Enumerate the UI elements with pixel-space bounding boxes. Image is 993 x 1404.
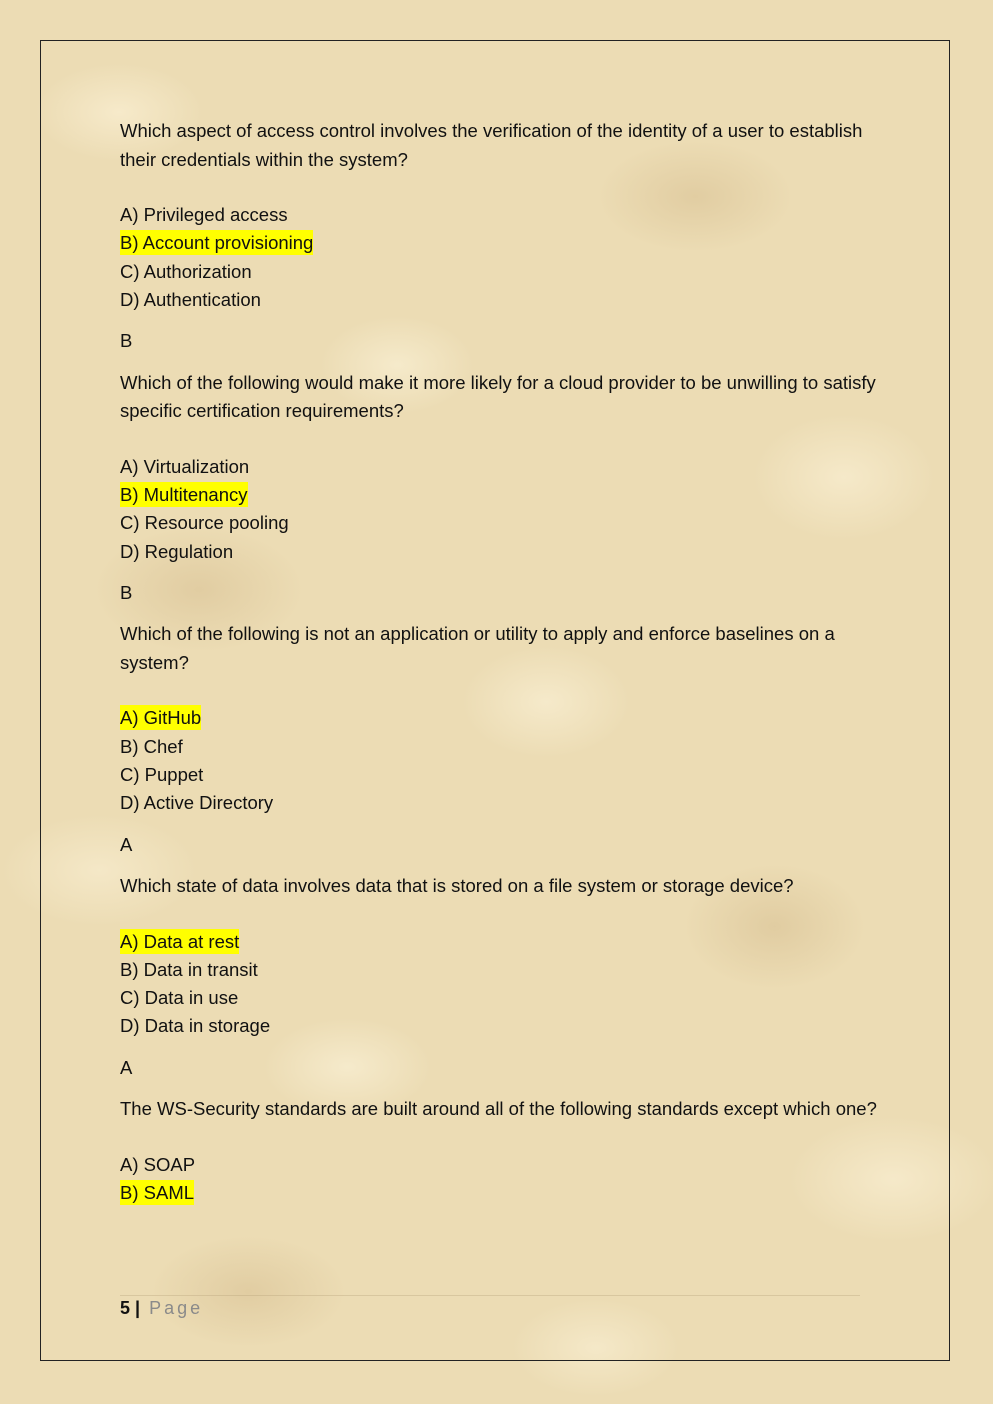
question-text: Which state of data involves data that is stored on a file system or storage device? xyxy=(120,875,794,897)
question-text: Which of the following is not an application or utility to apply and enforce baselines on a system? xyxy=(120,623,835,673)
answer-key: B xyxy=(120,581,133,603)
option-item: D) Data in storage xyxy=(120,1015,271,1037)
option-item: A) Privileged access xyxy=(120,204,288,225)
option-item: C) Authorization xyxy=(120,260,252,282)
answer-key: A xyxy=(120,1056,133,1078)
page-footer xyxy=(120,1295,860,1320)
option-item: B) Data in transit xyxy=(120,958,258,980)
option-item-highlighted: A) Data at rest xyxy=(120,930,240,952)
option-item: A) SOAP xyxy=(120,1153,196,1175)
answer-key: A xyxy=(120,833,133,855)
question-block xyxy=(120,620,880,859)
question-block xyxy=(120,1095,880,1207)
question-text: Which of the following would make it more likely for a cloud provider to be unwilling to satisfy specific certification requirements? xyxy=(120,371,876,422)
options-list xyxy=(120,704,880,817)
question-text: The WS-Security standards are built around all of the following standards except which one? xyxy=(120,1098,877,1120)
question-block xyxy=(120,117,880,356)
page-separator: | xyxy=(135,1298,141,1318)
option-item: D) Regulation xyxy=(120,540,234,562)
page-label: Page xyxy=(149,1298,204,1318)
option-item: B) Chef xyxy=(120,735,183,757)
options-list xyxy=(120,928,880,1041)
page-number: 5 xyxy=(120,1298,131,1318)
document-body xyxy=(120,117,880,1207)
options-list xyxy=(120,1151,880,1208)
option-item-highlighted: B) SAML xyxy=(120,1182,195,1204)
option-item: D) Authentication xyxy=(120,288,261,310)
option-item: C) Puppet xyxy=(120,763,204,785)
options-list xyxy=(120,201,880,314)
answer-key: B xyxy=(120,330,133,352)
option-item: A) Virtualization xyxy=(120,455,250,477)
option-item-highlighted: B) Multitenancy xyxy=(120,483,248,505)
question-block xyxy=(120,872,880,1082)
option-item: D) Active Directory xyxy=(120,792,274,814)
option-item-highlighted: B) Account provisioning xyxy=(120,232,314,254)
option-item-highlighted: A) GitHub xyxy=(120,707,202,729)
option-item: C) Data in use xyxy=(120,987,239,1009)
options-list xyxy=(120,453,880,566)
option-item: C) Resource pooling xyxy=(120,512,289,534)
question-text: Which aspect of access control involves the verification of the identity of a user to establish their credentials within the system? xyxy=(120,120,863,170)
question-block xyxy=(120,369,880,608)
